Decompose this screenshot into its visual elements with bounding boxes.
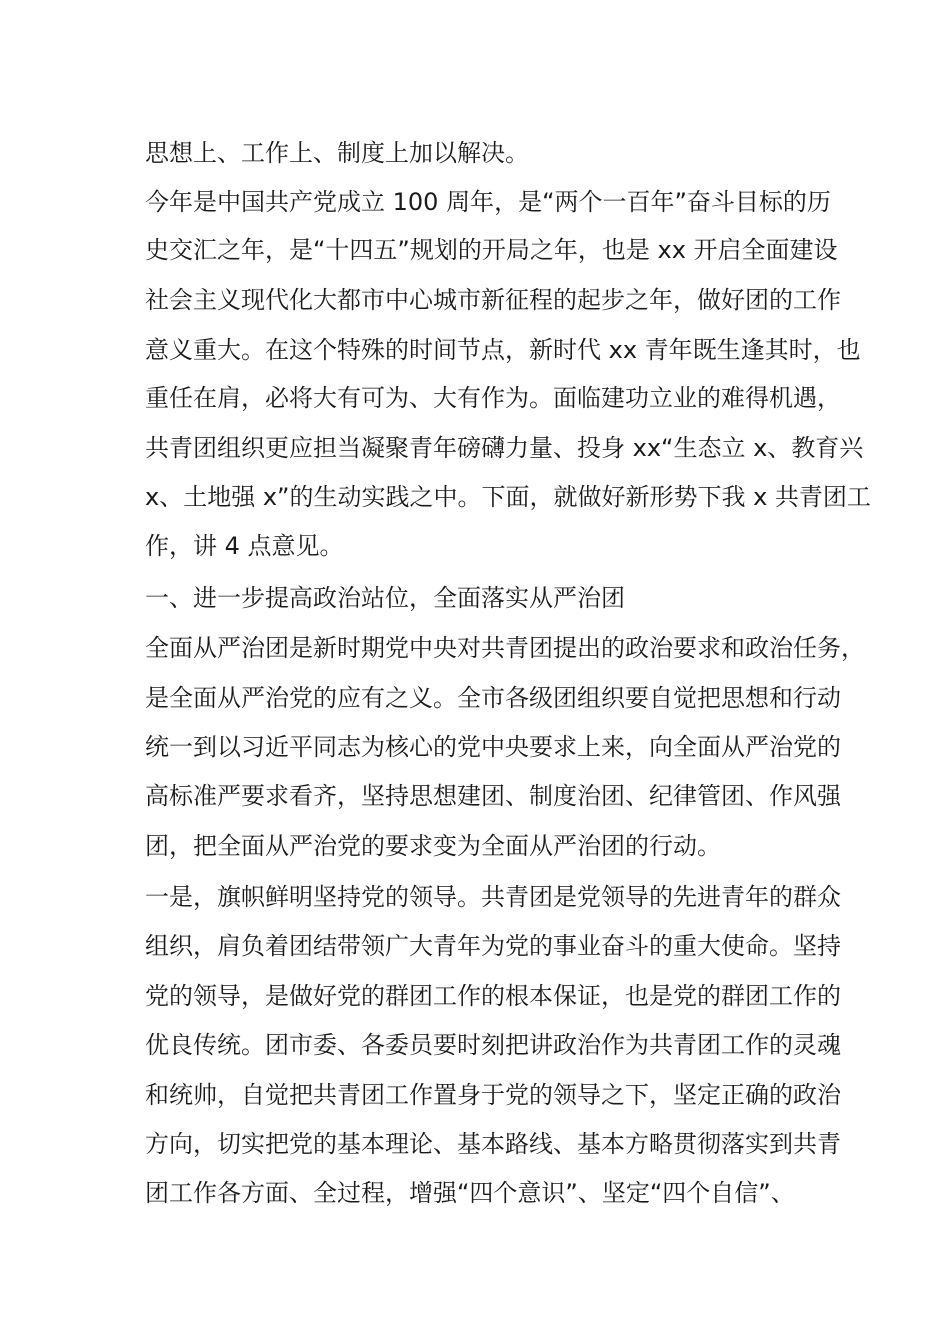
paragraph-line: 重任在肩，必将大有可为、大有作为。面临建功立业的难得机遇， — [145, 384, 841, 412]
paragraph-line: 组织，肩负着团结带领广大青年为党的事业奋斗的重大使命。坚持 — [145, 932, 841, 960]
paragraph-line: 团工作各方面、全过程，增强“四个意识”、坚定“四个自信”、 — [145, 1179, 795, 1207]
paragraph-line: 方向，切实把党的基本理论、基本路线、基本方略贯彻落实到共青 — [145, 1130, 841, 1158]
paragraph-line: 团，把全面从严治党的要求变为全面从严治团的行动。 — [145, 832, 721, 860]
paragraph-line: x、土地强 x”的生动实践之中。下面，就做好新形势下我 x 共青团工 — [145, 483, 871, 511]
paragraph-line: 高标准严要求看齐，坚持思想建团、制度治团、纪律管团、作风强 — [145, 782, 841, 810]
paragraph-line: 全面从严治团是新时期党中央对共青团提出的政治要求和政治任务， — [145, 634, 865, 662]
paragraph-line: 史交汇之年，是“十四五”规划的开局之年，也是 xx 开启全面建设 — [145, 236, 838, 264]
paragraph-line: 共青团组织更应担当凝聚青年磅礴力量、投身 xx“生态立 x、教育兴 — [145, 434, 864, 462]
paragraph-line: 意义重大。在这个特殊的时间节点，新时代 xx 青年既生逢其时，也 — [145, 336, 861, 364]
paragraph-line: 作，讲 4 点意见。 — [145, 532, 344, 560]
paragraph-line: 今年是中国共产党成立 100 周年，是“两个一百年”奋斗目标的历 — [145, 188, 831, 216]
paragraph-line: 一是，旗帜鲜明坚持党的领导。共青团是党领导的先进青年的群众 — [145, 883, 841, 911]
paragraph-line: 优良传统。团市委、各委员要时刻把讲政治作为共青团工作的灵魂 — [145, 1031, 841, 1059]
section-heading: 一、进一步提高政治站位，全面落实从严治团 — [145, 584, 625, 612]
paragraph-line: 党的领导，是做好党的群团工作的根本保证，也是党的群团工作的 — [145, 982, 841, 1010]
paragraph-line: 思想上、工作上、制度上加以解决。 — [145, 139, 529, 167]
paragraph-line: 和统帅，自觉把共青团工作置身于党的领导之下，坚定正确的政治 — [145, 1081, 841, 1109]
paragraph-line: 统一到以习近平同志为核心的党中央要求上来，向全面从严治党的 — [145, 733, 841, 761]
paragraph-line: 是全面从严治党的应有之义。全市各级团组织要自觉把思想和行动 — [145, 684, 841, 712]
paragraph-line: 社会主义现代化大都市中心城市新征程的起步之年，做好团的工作 — [145, 286, 841, 314]
